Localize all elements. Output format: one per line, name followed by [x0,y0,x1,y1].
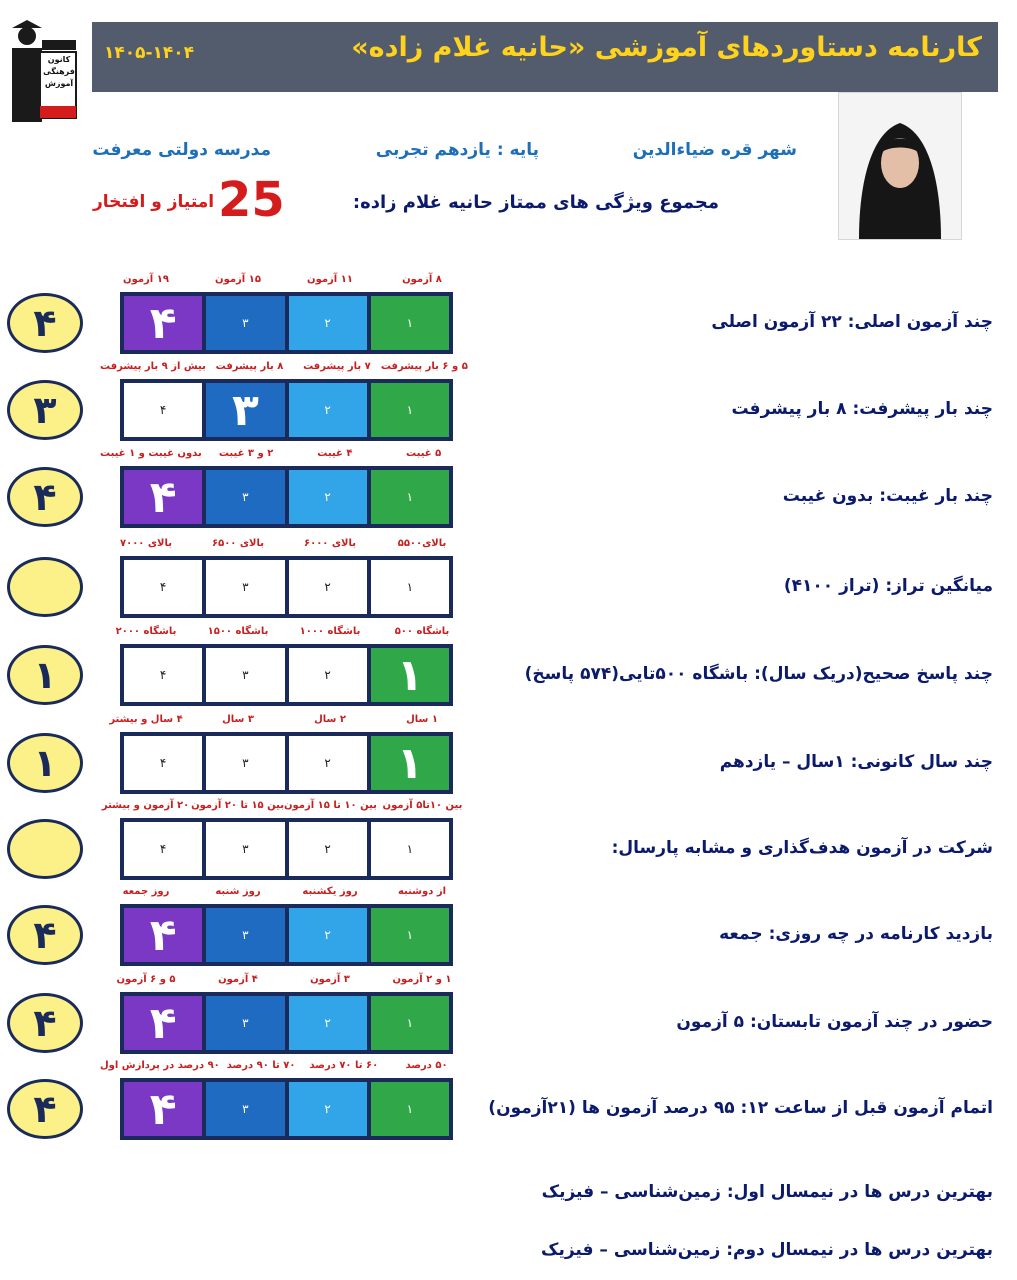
row-score-badge: ۴ [7,993,83,1053]
level-box: ۱ [371,560,449,614]
row-title: چند آزمون اصلی: ۲۲ آزمون اصلی [711,312,993,332]
row-4-thresholds [100,538,468,549]
threshold-label: بدون غیبت و ۱ غیبت [100,448,202,459]
row-score-badge: ۱ [7,733,83,793]
header-bar [92,22,998,92]
row-1-levels [120,292,453,354]
level-box: ۱ [371,470,449,524]
threshold-label: بیش از ۹ بار پیشرفت [100,361,206,372]
level-box: ۲ [289,1082,367,1136]
threshold-label: ۵ و ۶ آزمون [116,974,176,985]
row-8-thresholds [100,886,468,897]
level-box: ۲ [289,736,367,790]
level-box: ۱ [371,296,449,350]
threshold-label: ۶۰ تا ۷۰ درصد [309,1060,379,1071]
threshold-label: ۵ و ۶ بار پیشرفت [380,361,468,372]
row-1-thresholds [100,274,468,285]
threshold-label: باشگاه ۱۰۰۰ [299,626,361,637]
level-box: ۴ [124,996,202,1050]
score-label: امتیاز و افتخار [93,192,215,212]
row-title: چند سال کانونی: ۱سال – یازدهم [719,752,993,772]
threshold-label: ۲ و ۳ غیبت [218,448,274,459]
level-box: ۴ [124,1082,202,1136]
row-score-badge [7,557,83,617]
level-box: ۱ [371,383,449,437]
threshold-label: ۲۰ آزمون و بیشتر [101,800,190,811]
level-box: ۴ [124,736,202,790]
threshold-label: ۱۱ آزمون [307,274,353,285]
threshold-label: از دوشنبه [397,886,447,897]
level-box: ۴ [124,648,202,702]
level-box: ۲ [289,470,367,524]
threshold-label: بین ۱۰تا۵ آزمون [382,800,463,811]
logo-text-3: آموزش [44,79,74,88]
level-box: ۲ [289,648,367,702]
threshold-label: باشگاه ۱۵۰۰ [207,626,269,637]
threshold-label: ۴ غیبت [317,448,353,459]
threshold-label: باشگاه ۵۰۰ [394,626,450,637]
row-score-badge: ۴ [7,293,83,353]
threshold-label: ۴ سال و بیشتر [109,714,183,725]
row-4-levels [120,556,453,618]
summary-label: مجموع ویژگی های ممتاز حانیه غلام زاده: [352,192,719,213]
level-box: ۱ [371,822,449,876]
level-box: ۳ [206,470,284,524]
level-box: ۴ [124,908,202,962]
level-box: ۳ [206,736,284,790]
threshold-label: ۷۰ تا ۹۰ درصد [226,1060,296,1071]
level-box: ۳ [206,1082,284,1136]
kanoon-logo [4,18,80,122]
threshold-label: روز شنبه [215,886,261,897]
threshold-label: ۱۵ آزمون [215,274,261,285]
row-10-levels [120,1078,453,1140]
logo-text-4: قلم چی [43,91,75,100]
level-box: ۱ [371,908,449,962]
threshold-label: بین ۱۰ تا ۱۵ آزمون [284,800,377,811]
row-score-badge: ۴ [7,905,83,965]
row-title: چند بار پیشرفت: ۸ بار پیشرفت [731,399,993,419]
row-title: میانگین تراز: (تراز ۴۱۰۰) [783,576,993,596]
level-box: ۴ [124,470,202,524]
level-box: ۳ [206,908,284,962]
level-box: ۲ [289,560,367,614]
threshold-label: ۵۰ درصد [405,1060,448,1071]
threshold-label: باشگاه ۲۰۰۰ [115,626,177,637]
row-9-thresholds [100,974,468,985]
level-box: ۱ [371,736,449,790]
threshold-label: بالای۵۵۰۰ [397,538,447,549]
threshold-label: ۹۰ درصد در پردازش اول [100,1060,220,1071]
row-6-thresholds [100,714,468,725]
level-box: ۲ [289,822,367,876]
threshold-label: ۲ سال [314,714,346,725]
level-box: ۳ [206,296,284,350]
threshold-label: ۳ آزمون [310,974,350,985]
threshold-label: ۱۹ آزمون [123,274,169,285]
threshold-label: ۱ سال [406,714,438,725]
best-subjects-sem2: بهترین درس ها در نیمسال دوم: زمین‌شناسی – فیزیک [541,1240,993,1260]
logo-text-1: کانون [47,55,71,64]
level-box: ۳ [206,648,284,702]
row-10-thresholds [100,1060,468,1071]
threshold-label: ۳ سال [222,714,254,725]
row-score-badge: ۴ [7,467,83,527]
level-box: ۴ [124,383,202,437]
level-box: ۲ [289,296,367,350]
row-2-thresholds [100,361,468,372]
student-photo [838,92,962,240]
grade-label: پایه : یازدهم تجربی [375,140,539,160]
threshold-label: ۱ و ۲ آزمون [392,974,452,985]
row-title: بازدید کارنامه در چه روزی: جمعه [719,924,993,944]
threshold-label: ۸ بار پیشرفت [215,361,284,372]
row-9-levels [120,992,453,1054]
level-box: ۱ [371,996,449,1050]
level-box: ۴ [124,560,202,614]
row-score-badge [7,819,83,879]
row-score-badge: ۴ [7,1079,83,1139]
threshold-label: بین ۱۵ تا ۲۰ آزمون [191,800,284,811]
row-score-badge: ۱ [7,645,83,705]
total-score: 25 [218,172,285,228]
school-label: مدرسه دولتی معرفت [92,140,271,160]
row-7-levels [120,818,453,880]
level-box: ۳ [206,822,284,876]
threshold-label: ۷ بار پیشرفت [303,361,371,372]
row-title: شرکت در آزمون هدف‌گذاری و مشابه پارسال: [611,838,993,858]
level-box: ۴ [124,822,202,876]
threshold-label: روز یکشنبه [302,886,358,897]
level-box: ۲ [289,908,367,962]
row-2-levels [120,379,453,441]
row-5-thresholds [100,626,468,637]
level-box: ۳ [206,560,284,614]
row-3-levels [120,466,453,528]
level-box: ۴ [124,296,202,350]
city-label: شهر قره ضیاءالدین [632,140,797,160]
academic-year: ۱۴۰۵-۱۴۰۴ [104,43,195,63]
row-title: چند بار غیبت: بدون غیبت [782,486,993,506]
threshold-label: روز جمعه [122,886,170,897]
row-6-levels [120,732,453,794]
level-box: ۳ [206,383,284,437]
row-title: اتمام آزمون قبل از ساعت ۱۲: ۹۵ درصد آزمون ها (۲۱آزمون) [488,1098,993,1118]
page-title: کارنامه دستاوردهای آموزشی «حانیه غلام زاده» [351,32,982,63]
row-7-thresholds [100,800,468,811]
level-box: ۱ [371,648,449,702]
threshold-label: بالای ۶۵۰۰ [211,538,265,549]
row-title: حضور در چند آزمون تابستان: ۵ آزمون [676,1012,993,1032]
level-box: ۲ [289,383,367,437]
row-score-badge: ۳ [7,380,83,440]
level-box: ۱ [371,1082,449,1136]
row-5-levels [120,644,453,706]
level-box: ۳ [206,996,284,1050]
row-title: چند پاسخ صحیح(دریک سال): باشگاه ۵۰۰تایی(۵۷۴ پاسخ) [524,664,993,684]
threshold-label: ۴ آزمون [218,974,258,985]
threshold-label: بالای ۶۰۰۰ [303,538,357,549]
best-subjects-sem1: بهترین درس ها در نیمسال اول: زمین‌شناسی – فیزیک [541,1182,993,1202]
row-3-thresholds [100,448,468,459]
threshold-label: ۵ غیبت [406,448,442,459]
logo-text-2: فرهنگی [43,67,75,76]
threshold-label: ۸ آزمون [402,274,442,285]
threshold-label: بالای ۷۰۰۰ [119,538,173,549]
row-8-levels [120,904,453,966]
level-box: ۲ [289,996,367,1050]
